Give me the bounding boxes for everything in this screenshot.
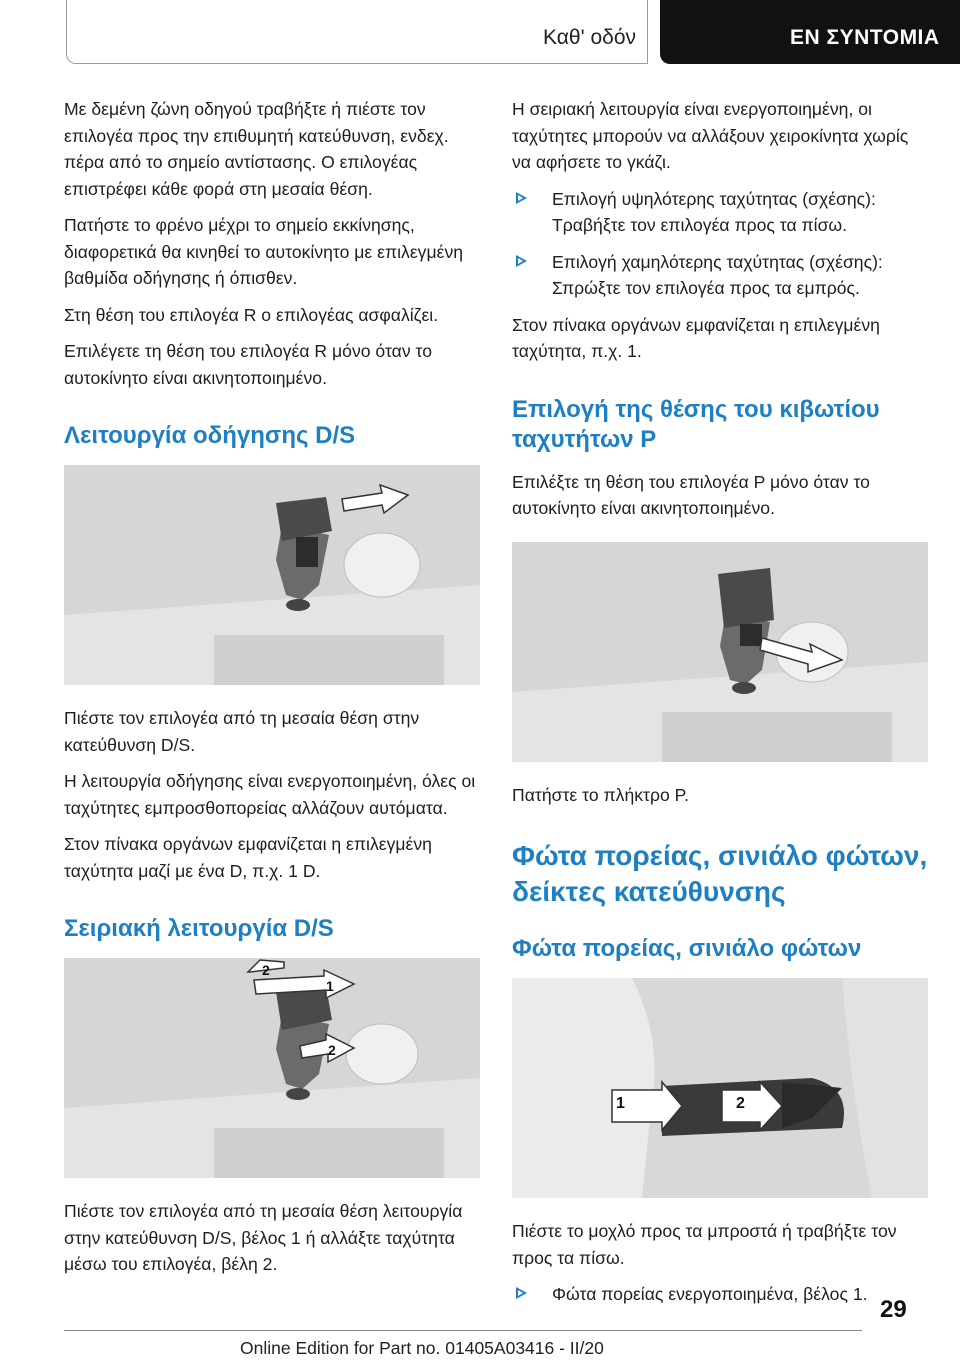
bullet-triangle-icon bbox=[516, 255, 527, 267]
figure-selector-sequential bbox=[64, 958, 480, 1178]
arrow-label-1: 1 bbox=[326, 978, 334, 994]
stalk-illustration bbox=[512, 978, 928, 1198]
paragraph: Επιλέξτε τη θέση του επιλογέα P μόνο όταν το αυτοκίνητο είναι ακινητοποιημένο. bbox=[512, 471, 870, 518]
arrow-label-2: 2 bbox=[262, 962, 270, 978]
footer-edition: Online Edition for Part no. 01405A03416 - II/20 bbox=[240, 1338, 604, 1358]
paragraph: Η σειριακή λειτουργία είναι ενεργοποιημένη, οι ταχύτητες μπορούν να αλλάξουν χειροκίνητα χωρίς να αφήσετε το γκάζι. bbox=[512, 99, 909, 172]
arrow-label-2: 2 bbox=[736, 1095, 745, 1112]
list-item bbox=[512, 186, 928, 239]
figure-park-button bbox=[512, 542, 928, 762]
paragraph: Στη θέση του επιλογέα R ο επιλογέας ασφαλίζει. bbox=[64, 304, 439, 325]
selector-illustration bbox=[64, 465, 480, 685]
chapter-tab-label: ΕΝ ΣΥΝΤΟΜΙΑ bbox=[790, 26, 940, 49]
heading-park-position: Επιλογή της θέσης του κιβωτίου ταχυτήτων P bbox=[512, 395, 880, 453]
footer-divider bbox=[64, 1330, 862, 1331]
heading-lights: Φώτα πορείας, σινιάλο φώτων, δείκτες κατεύθυνσης bbox=[512, 840, 928, 907]
list-item bbox=[512, 249, 928, 302]
paragraph: Πατήστε το πλήκτρο P. bbox=[512, 784, 690, 805]
paragraph: Επιλέγετε τη θέση του επιλογέα R μόνο όταν το αυτοκίνητο είναι ακινητοποιημένο. bbox=[64, 341, 432, 388]
park-illustration bbox=[512, 542, 928, 762]
list-item-text: Επιλογή υψηλότερης ταχύτητας (σχέσης): Τραβήξτε τον επιλογέα προς τα πίσω. bbox=[552, 188, 876, 235]
chapter-tab[interactable] bbox=[660, 0, 960, 64]
heading-drive-mode: Λειτουργία οδήγησης D/S bbox=[64, 422, 356, 449]
figure-lights-stalk bbox=[512, 978, 928, 1198]
heading-sequential-mode: Σειριακή λειτουργία D/S bbox=[64, 915, 334, 942]
list-item-text: Φώτα πορείας ενεργοποιημένα, βέλος 1. bbox=[552, 1284, 868, 1304]
paragraph: Η λειτουργία οδήγησης είναι ενεργοποιημένη, όλες οι ταχύτητες εμπροσθοπορείας αλλάζουν αυτόματα. bbox=[64, 771, 476, 818]
figure-selector-ds bbox=[64, 465, 480, 685]
page-number: 29 bbox=[880, 1296, 907, 1323]
paragraph: Πιέστε το μοχλό προς τα μπροστά ή τραβήξτε τον προς τα πίσω. bbox=[512, 1221, 897, 1268]
heading-lights-sub: Φώτα πορείας, σινιάλο φώτων bbox=[512, 935, 862, 962]
paragraph: Πατήστε το φρένο μέχρι το σημείο εκκίνησης, διαφορετικά θα κινηθεί το αυτοκίνητο με επιλεγμένη βαθμίδα οδήγησης ή όπισθεν. bbox=[64, 215, 464, 288]
arrow-label-1: 1 bbox=[616, 1095, 625, 1112]
right-column bbox=[512, 96, 928, 1318]
bullet-triangle-icon bbox=[516, 192, 527, 204]
paragraph: Στον πίνακα οργάνων εμφανίζεται η επιλεγμένη ταχύτητα, π.χ. 1. bbox=[512, 314, 880, 361]
list-item-text: Επιλογή χαμηλότερης ταχύτητας (σχέσης): Σπρώξτε τον επιλογέα προς τα εμπρός. bbox=[552, 251, 883, 298]
paragraph: Πιέστε τον επιλογέα από τη μεσαία θέση λειτουργία στην κατεύθυνση D/S, βέλος 1 ή αλλάξτε ταχύτητα μέσω του επιλογέα, βέλη 2. bbox=[64, 1201, 463, 1274]
left-column bbox=[64, 96, 480, 1288]
paragraph: Στον πίνακα οργάνων εμφανίζεται η επιλεγμένη ταχύτητα μαζί με ένα D, π.χ. 1 D. bbox=[64, 834, 432, 881]
paragraph: Με δεμένη ζώνη οδηγού τραβήξτε ή πιέστε τον επιλογέα προς την επιθυμητή κατεύθυνση, ενδεχ. πέρα από το σημείο αντίστασης. Ο επιλογέας επιστρέφει κάθε φορά στη μεσαία θέση. bbox=[64, 99, 449, 199]
section-title: Καθ' οδόν bbox=[543, 26, 636, 49]
sequential-illustration bbox=[64, 958, 480, 1178]
arrow-label-2: 2 bbox=[328, 1042, 336, 1058]
bullet-triangle-icon bbox=[516, 1287, 527, 1299]
list-item bbox=[512, 1281, 928, 1308]
paragraph: Πιέστε τον επιλογέα από τη μεσαία θέση στην κατεύθυνση D/S. bbox=[64, 708, 420, 755]
